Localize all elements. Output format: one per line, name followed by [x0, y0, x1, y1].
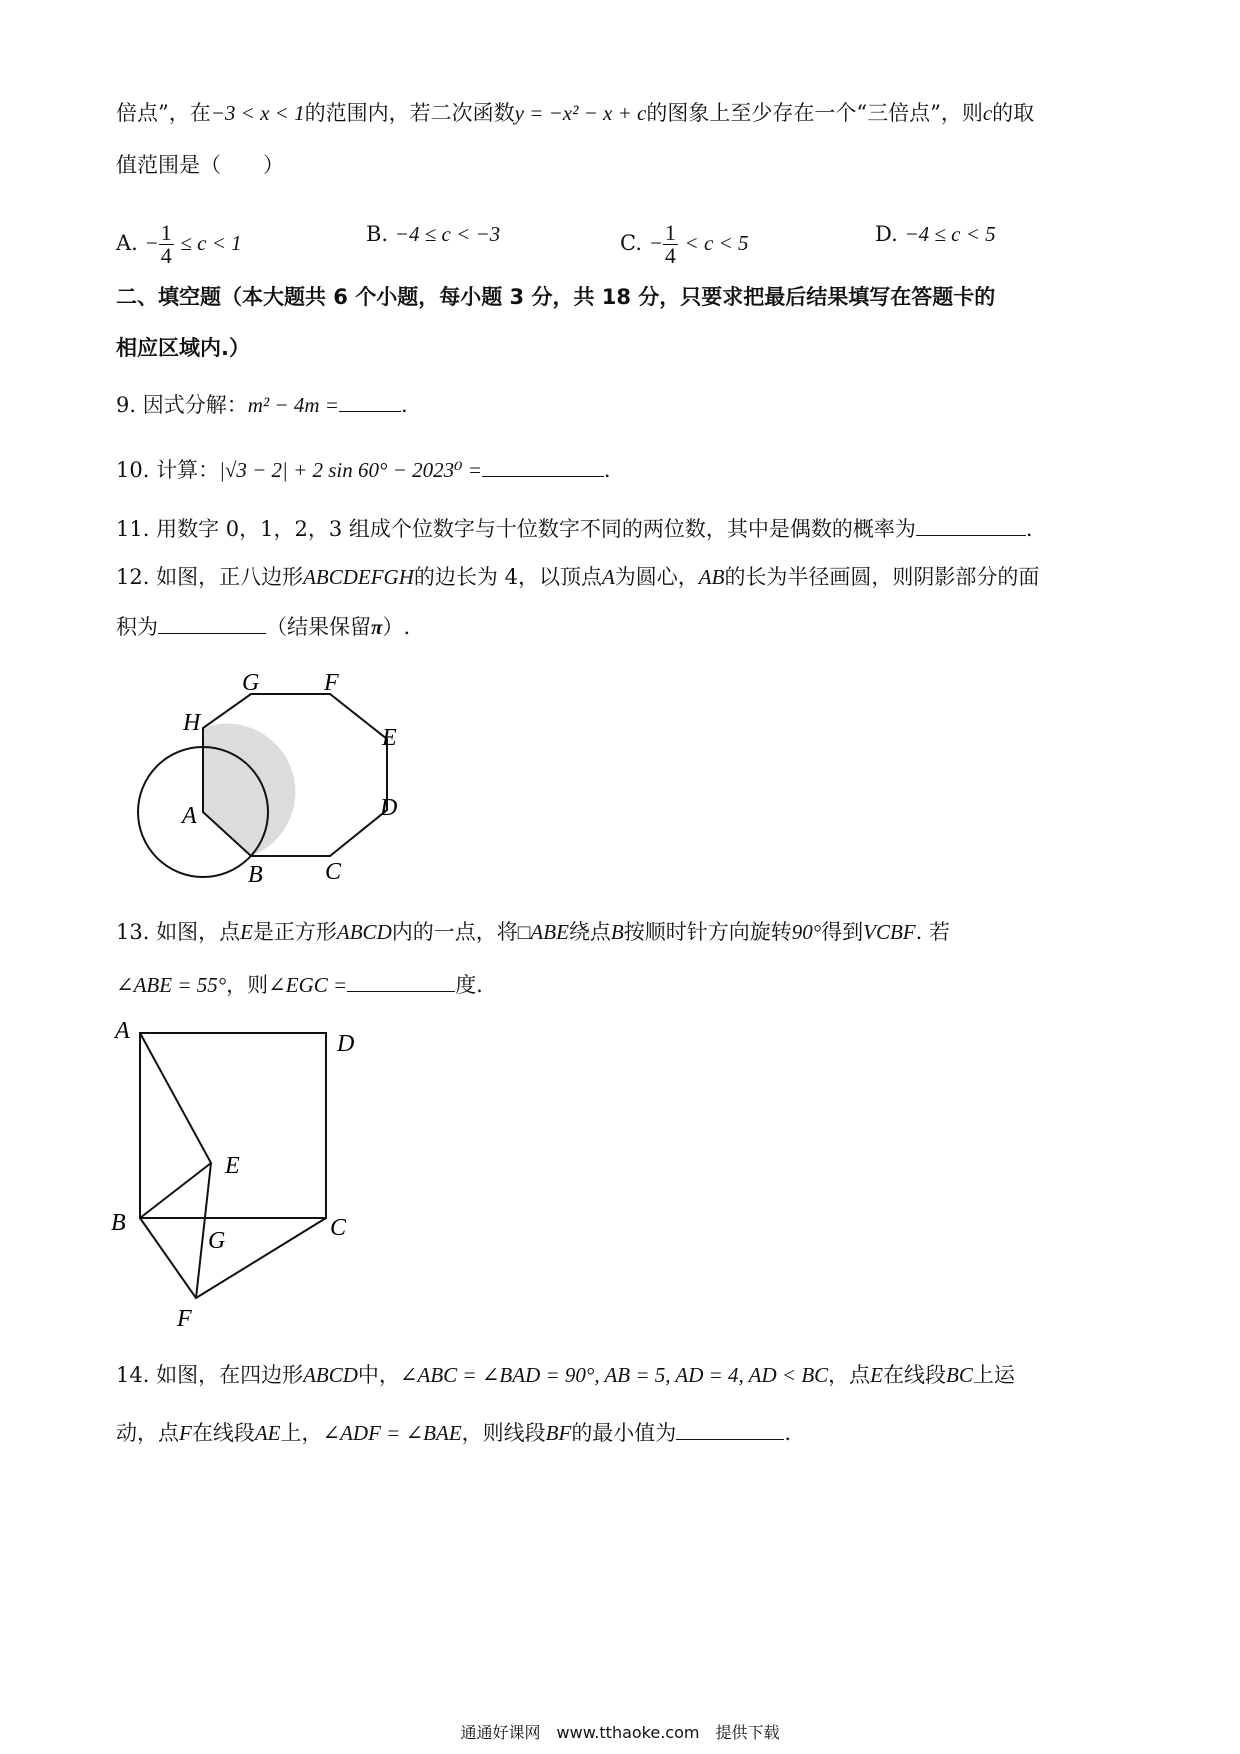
answer-blank[interactable] — [916, 517, 1026, 536]
label-H: H — [183, 710, 201, 736]
answer-blank[interactable] — [676, 1421, 784, 1440]
q8-option-a: A. − $\frac{1}{4}$ ≤ c < 1 — [116, 220, 242, 268]
shaded-region — [203, 724, 295, 856]
q12-line2: 积为 （结果保留π）. — [116, 615, 411, 639]
label-G: G — [242, 670, 260, 696]
footer-watermark: 通通好课网 www.tthaoke.com 提供下载 — [460, 1723, 780, 1742]
q8-range: −3 < x < 1 — [210, 101, 305, 125]
fraction: $\frac{1}{4}$ — [160, 220, 172, 268]
q11: 11. 用数字 0，1，2，3 组成个位数字与十位数字不同的两位数，其中是偶数的概率为 . — [116, 517, 1033, 541]
answer-blank[interactable] — [482, 458, 604, 477]
q13-line1: 13. 如图，点E是正方形ABCD内的一点，将□ABE绕点B按顺时针方向旋转90°得到VCBF. 若 — [116, 920, 950, 944]
label-B: B — [248, 862, 263, 888]
fraction: $\frac{1}{4}$ — [664, 220, 676, 268]
label-G: G — [208, 1228, 226, 1254]
label-D: D — [380, 795, 398, 821]
answer-blank[interactable] — [158, 615, 266, 634]
label-C: C — [330, 1215, 347, 1241]
q13-line2: ∠ABE = 55°，则∠EGC = 度. — [116, 973, 483, 997]
square-figure — [105, 1008, 375, 1328]
label-A: A — [182, 803, 197, 829]
label-C: C — [325, 859, 342, 885]
label-F: F — [324, 670, 339, 696]
answer-blank[interactable] — [347, 973, 455, 992]
q9: 9. 因式分解：m² − 4m = . — [116, 393, 408, 417]
octagon-figure — [120, 660, 440, 900]
q8-option-d: D. −4 ≤ c < 5 — [875, 222, 996, 246]
q8-option-b: B. −4 ≤ c < −3 — [366, 222, 501, 246]
triangle-CBF — [140, 1218, 326, 1298]
q8-line2: 值范围是（ ） — [116, 153, 284, 177]
q8-option-c: C. − $\frac{1}{4}$ < c < 5 — [620, 220, 749, 268]
triangle-ABE — [140, 1033, 211, 1218]
label-D: D — [337, 1031, 355, 1057]
square-ABCD — [140, 1033, 326, 1218]
q10: 10. 计算：|√3 − 2| + 2 sin 60° − 2023⁰ = . — [116, 458, 611, 482]
q8-function: y = −x² − x + c — [514, 101, 647, 125]
q14-line1: 14. 如图，在四边形ABCD中，∠ABC = ∠BAD = 90°, AB = 5, AD = 4, AD < BC，点E在线段BC上运 — [116, 1363, 1015, 1387]
section-heading-line2: 相应区域内.） — [116, 336, 250, 360]
q12-line1: 12. 如图，正八边形ABCDEFGH的边长为 4，以顶点A为圆心，AB的长为半径画圆，则阴影部分的面 — [116, 565, 1040, 589]
label-B: B — [111, 1210, 126, 1236]
label-F: F — [177, 1306, 192, 1328]
label-E: E — [225, 1153, 240, 1179]
label-E: E — [382, 725, 397, 751]
section-heading-line1: 二、填空题（本大题共 6 个小题，每小题 3 分，共 18 分，只要求把最后结果填写在答题卡的 — [116, 285, 996, 309]
q14-line2: 动，点F在线段AE上，∠ADF = ∠BAE，则线段BF的最小值为 . — [116, 1421, 791, 1445]
label-A: A — [115, 1018, 130, 1044]
answer-blank[interactable] — [339, 393, 401, 412]
q8-line1: 倍点”，在−3 < x < 1的范围内，若二次函数y = −x² − x + c的图象上至少存在一个“三倍点”，则c的取 — [116, 101, 1035, 125]
